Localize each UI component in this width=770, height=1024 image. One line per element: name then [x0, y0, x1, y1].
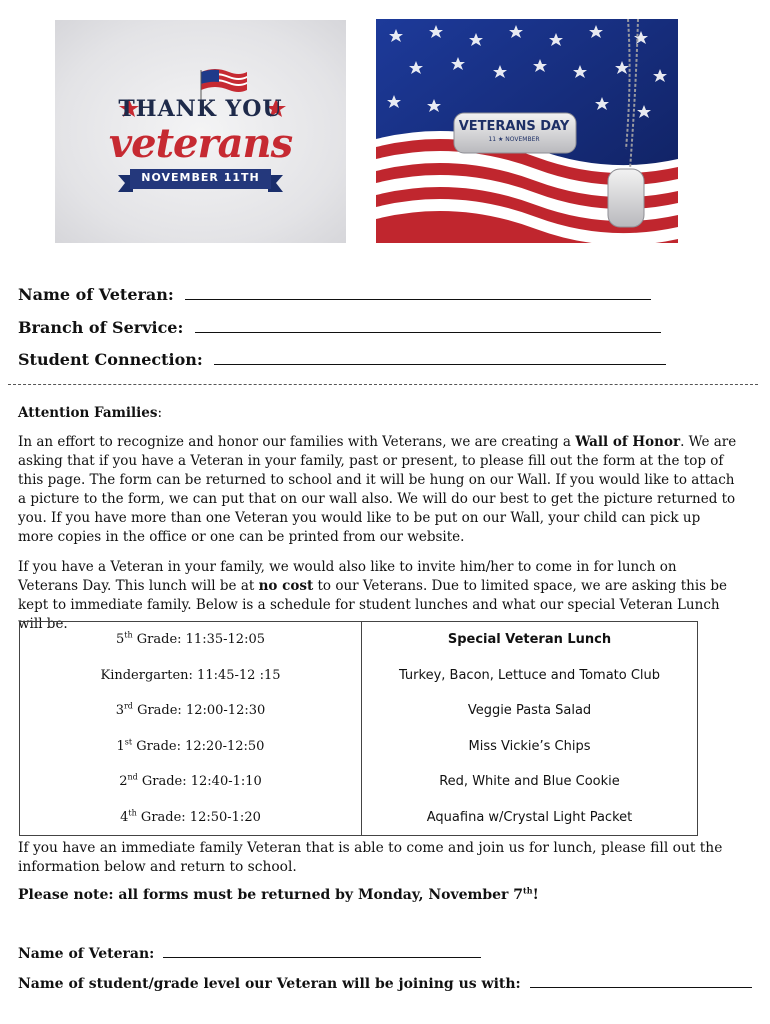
grade-time-cell: 1st Grade: 12:20-12:50 [20, 728, 362, 763]
bottom-veteran-name-label: Name of Veteran: [18, 946, 155, 962]
bottom-veteran-name-field[interactable] [18, 945, 481, 962]
veterans-day-tag-title: VETERANS DAY [458, 119, 570, 134]
menu-item-cell: Veggie Pasta Salad [467, 703, 592, 719]
menu-item-cell: Aquafina w/Crystal Light Packet [426, 809, 633, 825]
bottom-veteran-name-blank[interactable] [163, 945, 481, 958]
schedule-row [20, 693, 698, 728]
grade-time-cell: 5th Grade: 11:35-12:05 [20, 622, 362, 658]
paragraph-lunch-invite: If you have a Veteran in your family, we would also like to invite him/her to come in for lunch on Veterans Day. This lunch will be at no cost to our Veterans. Due to limited space, we are asking this be kept to immediate family. Below is a schedule for student lunches and what our special Veteran Lunch will be. [18, 559, 728, 632]
thank-you-text: THANK YOU [118, 96, 283, 122]
branch-of-service-blank[interactable] [195, 318, 661, 333]
lunch-schedule-table [19, 621, 698, 836]
grade-time-cell: 2nd Grade: 12:40-1:10 [20, 764, 362, 799]
veteran-name-field[interactable] [18, 285, 651, 304]
november-ribbon-text: NOVEMBER 11TH [141, 171, 260, 184]
student-connection-blank[interactable] [214, 350, 666, 365]
veterans-day-flag-banner [376, 19, 678, 243]
attention-heading: Attention Families: [18, 405, 163, 421]
deadline-note: Please note: all forms must be returned by Monday, November 7th! [18, 885, 539, 903]
dog-tag-second [608, 169, 644, 227]
cut-line-divider [8, 384, 758, 385]
veterans-script-text: veterans [108, 120, 293, 167]
grade-time-cell: Kindergarten: 11:45-12 :15 [20, 658, 362, 693]
schedule-row [20, 764, 698, 799]
schedule-row [20, 728, 698, 763]
veteran-name-blank[interactable] [185, 285, 651, 300]
branch-of-service-field[interactable] [18, 318, 661, 337]
veterans-day-tag-subtitle: 11 ★ NOVEMBER [488, 136, 540, 143]
no-cost-bold: no cost [258, 578, 314, 594]
attention-label: Attention Families [18, 405, 158, 421]
wall-of-honor-bold: Wall of Honor [575, 434, 681, 450]
menu-item-cell: Turkey, Bacon, Lettuce and Tomato Club [398, 667, 661, 683]
paragraph-wall-of-honor: In an effort to recognize and honor our families with Veterans, we are creating a Wall of Honor. We are asking that if you have a Veteran in your family, past or present, to please fill out the form at the top of this page. The form can be returned to school and it will be hung on our Wall. If you would like to attach a picture to the form, we can put that on our wall also. We will do our best to get the picture returned to you. If you have more than one Veteran you would like to be put on our Wall, your child can pick up more copies in the office or one can be printed from our website. [18, 434, 737, 545]
grade-time-cell: 3rd Grade: 12:00-12:30 [20, 693, 362, 728]
grade-time-cell: 4th Grade: 12:50-1:20 [20, 799, 362, 835]
menu-header-cell: Special Veteran Lunch [447, 632, 612, 648]
thank-you-veterans-banner [55, 20, 346, 243]
menu-item-cell: Miss Vickie’s Chips [468, 738, 591, 754]
schedule-row [20, 622, 698, 658]
student-grade-label: Name of student/grade level our Veteran will be joining us with: [18, 976, 521, 992]
branch-of-service-label: Branch of Service: [18, 318, 184, 337]
student-grade-blank[interactable] [530, 975, 752, 988]
schedule-row [20, 799, 698, 835]
paragraph-join-lunch: If you have an immediate family Veteran that is able to come and join us for lunch, please fill out the information below and return to school. [18, 840, 723, 875]
student-connection-label: Student Connection: [18, 350, 203, 369]
menu-item-cell: Red, White and Blue Cookie [439, 774, 620, 790]
veteran-name-label: Name of Veteran: [18, 285, 174, 304]
student-connection-field[interactable] [18, 350, 666, 369]
student-grade-field[interactable] [18, 975, 752, 992]
schedule-row [20, 658, 698, 693]
